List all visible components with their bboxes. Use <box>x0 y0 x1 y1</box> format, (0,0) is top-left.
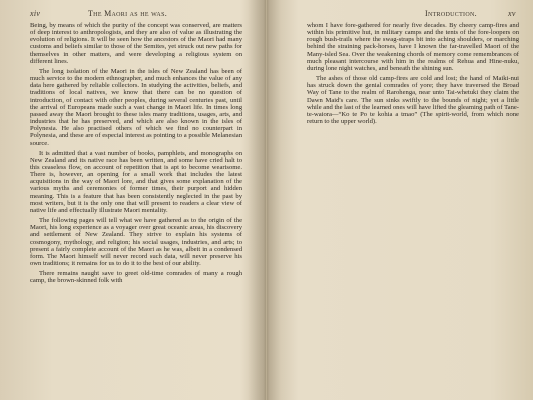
right-page <box>267 0 533 400</box>
right-running-head: Introduction. <box>425 9 477 18</box>
right-page-number: xv <box>508 9 516 18</box>
left-paragraph-5: There remains naught save to greet old-time comrades of many a rough camp, the brown-skinned folk with <box>30 270 242 285</box>
right-paragraph-1: whom I have fore-gathered for nearly five decades. By cheery camp-fires and within his primitive hut, in military camps and the tents of the fore-loopers on rough bush-trails where the swag-straps bit into aching shoulders, or marching behind the straining pack-horses, have I known the far-travelled Maori of the Many-isled Sea. Over the weakening chords of memory come remembrances of much pleasant intercourse with him in the realms of Rehua and Hine-nuku, during lone night watches, and beneath the shining sun. <box>307 22 519 72</box>
left-page <box>0 0 266 400</box>
left-paragraph-2: The long isolation of the Maori in the isles of New Zealand has been of much service to the modern ethnographer, and much enhances the value of any data here gathered by reliable collectors. In studying the activities, beliefs, and traditions of local natives, we know that there can be no question of introduction, of contact with other peoples, during several centuries past, until the arrival of Europeans made such a vast change in Maori life. In times long passed away the Maori brought to these isles many traditions, usages, arts, and industries that he has preserved, and which are also known in the isles of Polynesia. He also practised others of which we find no counterpart in Polynesia, and these are of especial interest as pointing to a possible Melanesian source. <box>30 67 242 147</box>
left-page-text <box>30 22 242 287</box>
left-paragraph-4: The following pages will tell what we have gathered as to the origin of the Maori, his long experience as a voyager over great oceanic areas, his discovery and settlement of New Zealand. They strive to explain his systems of cosmogony, mythology, and religion; his social usages, industries, and arts; to present a fairly complete account of the Maori as he was, albeit in a condensed form. The Maori himself will never record such data, will never preserve his own traditions; it remains for us to do it to the best of our ability. <box>30 217 242 267</box>
right-page-text <box>307 22 519 128</box>
left-paragraph-1: Being, by means of which the purity of the concept was conserved, are matters of deep interest to anthropologists, and they are also of value as illustrating the evolution of religions. It will be seen how the ancestors of the Maori had many customs and beliefs similar to those of the Semites, yet struck out new paths for themselves in other matters, and were developing a religious system on different lines. <box>30 22 242 65</box>
left-running-head: The Maori as he was. <box>88 9 167 18</box>
left-page-number: xiv <box>30 9 41 18</box>
left-paragraph-3: It is admitted that a vast number of books, pamphlets, and monographs on New Zealand and its native race has been written, and some have cried halt to this ceaseless flow, on account of repetition that is apt to become wearisome. There is, however, an opening for a small work that includes the latest acquisitions in the way of Maori lore, and that gives some explanation of the various myths and ceremonies of former times, their purport and hidden meaning. This is a feature that has been consistently neglected in the past by most writers, but it is the only one that will present to readers a clear view of native life and effectually illustrate Maori mentality. <box>30 149 242 214</box>
right-paragraph-2: The ashes of those old camp-fires are cold and lost; the hand of Maiki-nui has struck down the genial comrades of yore; they have traversed the Broad Way of Tane to the realm of Rarohenga, near unto Tai-whetuki they claim the Dawn Maid's care. The sun sinks swiftly to the bounds of night; yet a little while and the last of the learned ones will have lifted the gleaming path of Tane-te-waiora—“Ko te Po te kohia a tmao” (The spirit-world, from which none return to the upper world). <box>307 75 519 126</box>
